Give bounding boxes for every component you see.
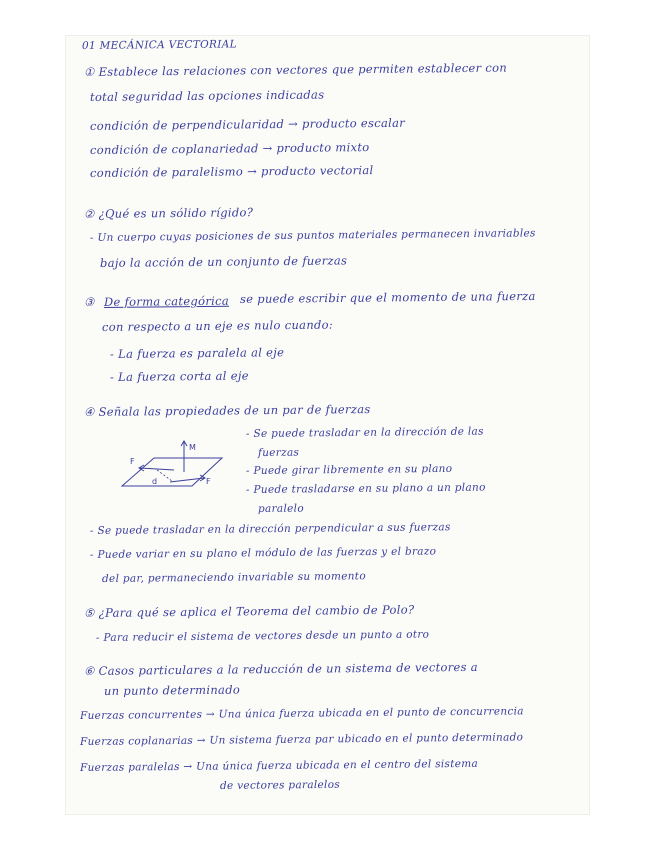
q4-prop3b: paralelo <box>257 502 304 515</box>
q4-prop5a: - Puede variar en su plano el módulo de las fuerzas y el brazo <box>89 545 437 561</box>
label-F2: F <box>206 477 211 486</box>
q4-prop1a: - Se puede trasladar en la dirección de las <box>245 425 484 440</box>
q4-prop1b: fuerzas <box>257 446 300 459</box>
q3-line2: con respecto a un eje es nulo cuando: <box>101 317 334 334</box>
q6-line2: un punto determinado <box>103 682 241 698</box>
force-arrow-left <box>140 468 174 470</box>
q3-item2: - La fuerza corta al eje <box>109 368 249 384</box>
q5-answer: - Para reducir el sistema de vectores desde un punto a otro <box>95 628 430 644</box>
couple-diagram <box>112 438 230 500</box>
q3-lead: De forma categórica <box>103 293 230 309</box>
q3-line1: se puede escribir que el momento de una fuerza <box>239 288 536 306</box>
q4-prop5b: del par, permaneciendo invariable su momento <box>101 570 366 585</box>
q1-row2: condición de coplanariedad → producto mixto <box>89 140 370 157</box>
q2-answer1: - Un cuerpo cuyas posiciones de sus puntos materiales permanecen invariables <box>89 227 536 244</box>
label-M: M <box>189 443 196 452</box>
q2-answer2: bajo la acción de un conjunto de fuerzas <box>99 253 348 270</box>
q3-number: ③ <box>83 294 95 309</box>
label-F1: F <box>130 457 135 466</box>
q6-case1: Fuerzas concurrentes → Una única fuerza ubicada en el punto de concurrencia <box>79 705 524 722</box>
label-d: d <box>152 477 158 486</box>
q6-case2: Fuerzas coplanarias → Un sistema fuerza par ubicado en el punto determinado <box>79 731 524 748</box>
q6-line1: ⑥ Casos particulares a la reducción de un sistema de vectores a <box>83 659 478 678</box>
q1-row1: condición de perpendicularidad → producto escalar <box>89 115 406 133</box>
q2-question: ② ¿Qué es un sólido rígido? <box>83 205 254 221</box>
arm-line <box>157 470 172 481</box>
q5-question: ⑤ ¿Para qué se aplica el Teorema del cambio de Polo? <box>83 602 415 620</box>
q4-prop2: - Puede girar libremente en su plano <box>245 462 453 477</box>
q4-prop4: - Se puede trasladar en la dirección perpendicular a sus fuerzas <box>89 521 451 537</box>
q4-question: ④ Señala las propiedades de un par de fuerzas <box>83 401 371 419</box>
q4-prop3a: - Puede trasladarse en su plano a un plano <box>245 481 486 496</box>
page-title: 01 MECÁNICA VECTORIAL <box>81 38 237 52</box>
q6-case3a: Fuerzas paralelas → Una única fuerza ubicada en el centro del sistema <box>79 757 479 774</box>
q1-line1: ① Establece las relaciones con vectores que permiten establecer con <box>83 60 508 79</box>
q3-item1: - La fuerza es paralela al eje <box>109 345 285 361</box>
q6-case3b: de vectores paralelos <box>219 778 341 792</box>
q1-line2: total seguridad las opciones indicadas <box>89 87 325 104</box>
q1-row3: condición de paralelismo → producto vectorial <box>89 163 374 180</box>
